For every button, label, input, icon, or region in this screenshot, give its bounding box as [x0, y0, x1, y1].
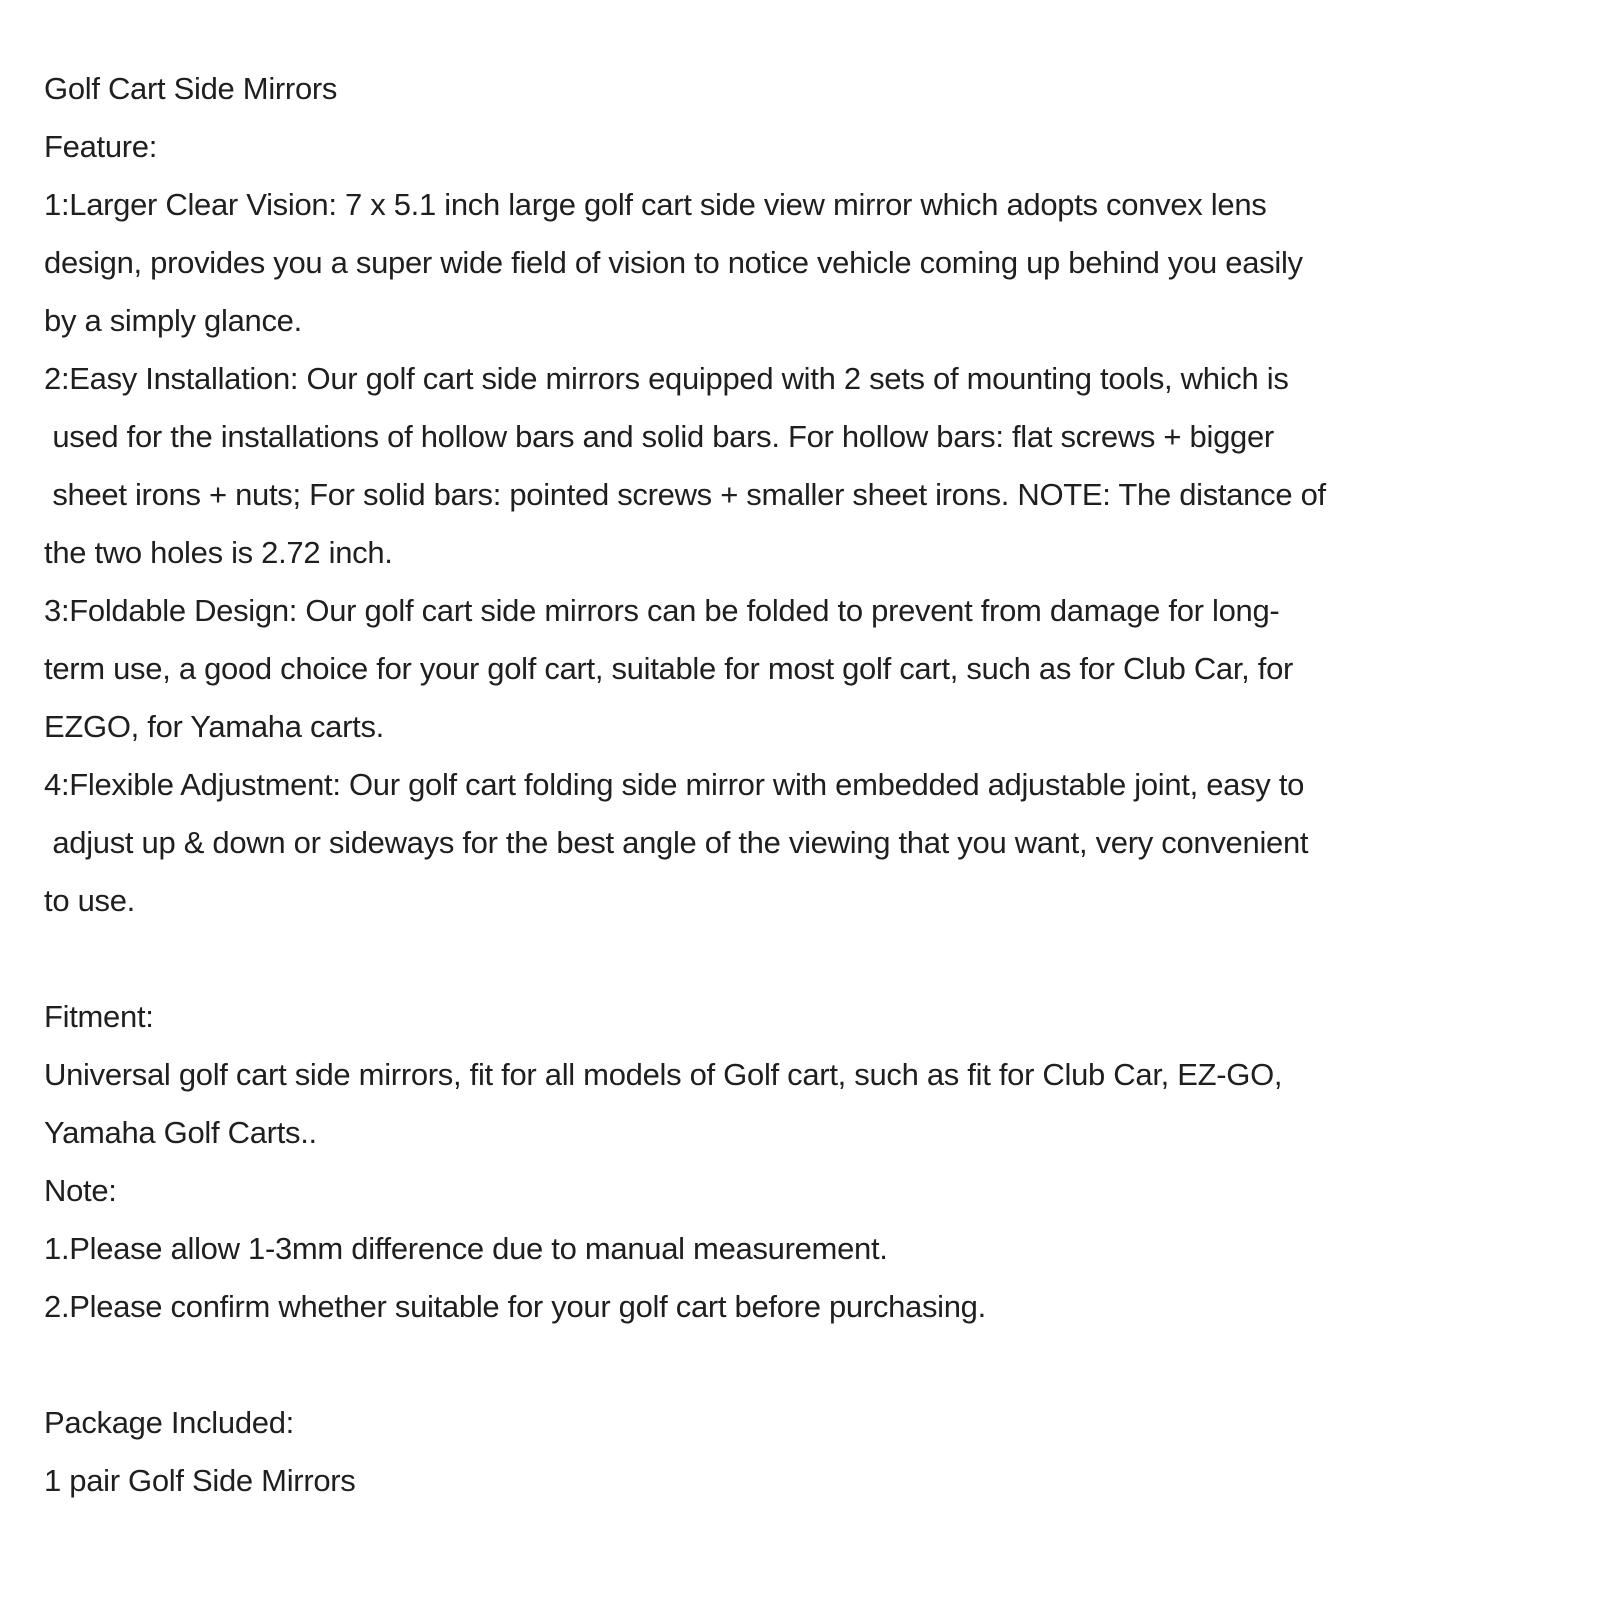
text-line: Golf Cart Side Mirrors — [44, 71, 338, 106]
text-line: Feature: — [44, 129, 158, 164]
text-line: 2.Please confirm whether suitable for your golf cart before purchasing. — [44, 1289, 986, 1324]
text-line: to use. — [44, 883, 135, 918]
text-line: Yamaha Golf Carts.. — [44, 1115, 317, 1150]
text-line: used for the installations of hollow bars and solid bars. For hollow bars: flat screws + bigger — [44, 419, 1274, 454]
text-line: 1 pair Golf Side Mirrors — [44, 1463, 356, 1498]
text-line: sheet irons + nuts; For solid bars: pointed screws + smaller sheet irons. NOTE: The distance of — [44, 477, 1326, 512]
text-line: term use, a good choice for your golf cart, suitable for most golf cart, such as for Club Car, for — [44, 651, 1294, 686]
text-line: Package Included: — [44, 1405, 294, 1440]
text-line: Note: — [44, 1173, 117, 1208]
description-text — [44, 60, 1580, 1510]
text-line: design, provides you a super wide field of vision to notice vehicle coming up behind you easily — [44, 245, 1303, 280]
text-line: Fitment: — [44, 999, 154, 1034]
text-line: EZGO, for Yamaha carts. — [44, 709, 384, 744]
text-line: 2:Easy Installation: Our golf cart side mirrors equipped with 2 sets of mounting tools, which is — [44, 361, 1289, 396]
text-line: adjust up & down or sideways for the best angle of the viewing that you want, very convenient — [44, 825, 1309, 860]
text-line: 3:Foldable Design: Our golf cart side mirrors can be folded to prevent from damage for long- — [44, 593, 1280, 628]
blank-line — [44, 930, 1580, 988]
text-line: 1.Please allow 1-3mm difference due to manual measurement. — [44, 1231, 888, 1266]
text-line: 1:Larger Clear Vision: 7 x 5.1 inch large golf cart side view mirror which adopts convex lens — [44, 187, 1267, 222]
blank-line — [44, 1336, 1580, 1394]
text-line: 4:Flexible Adjustment: Our golf cart folding side mirror with embedded adjustable joint, easy to — [44, 767, 1305, 802]
text-line: the two holes is 2.72 inch. — [44, 535, 393, 570]
text-line: by a simply glance. — [44, 303, 302, 338]
text-line: Universal golf cart side mirrors, fit for all models of Golf cart, such as fit for Club Car, EZ-GO, — [44, 1057, 1283, 1092]
